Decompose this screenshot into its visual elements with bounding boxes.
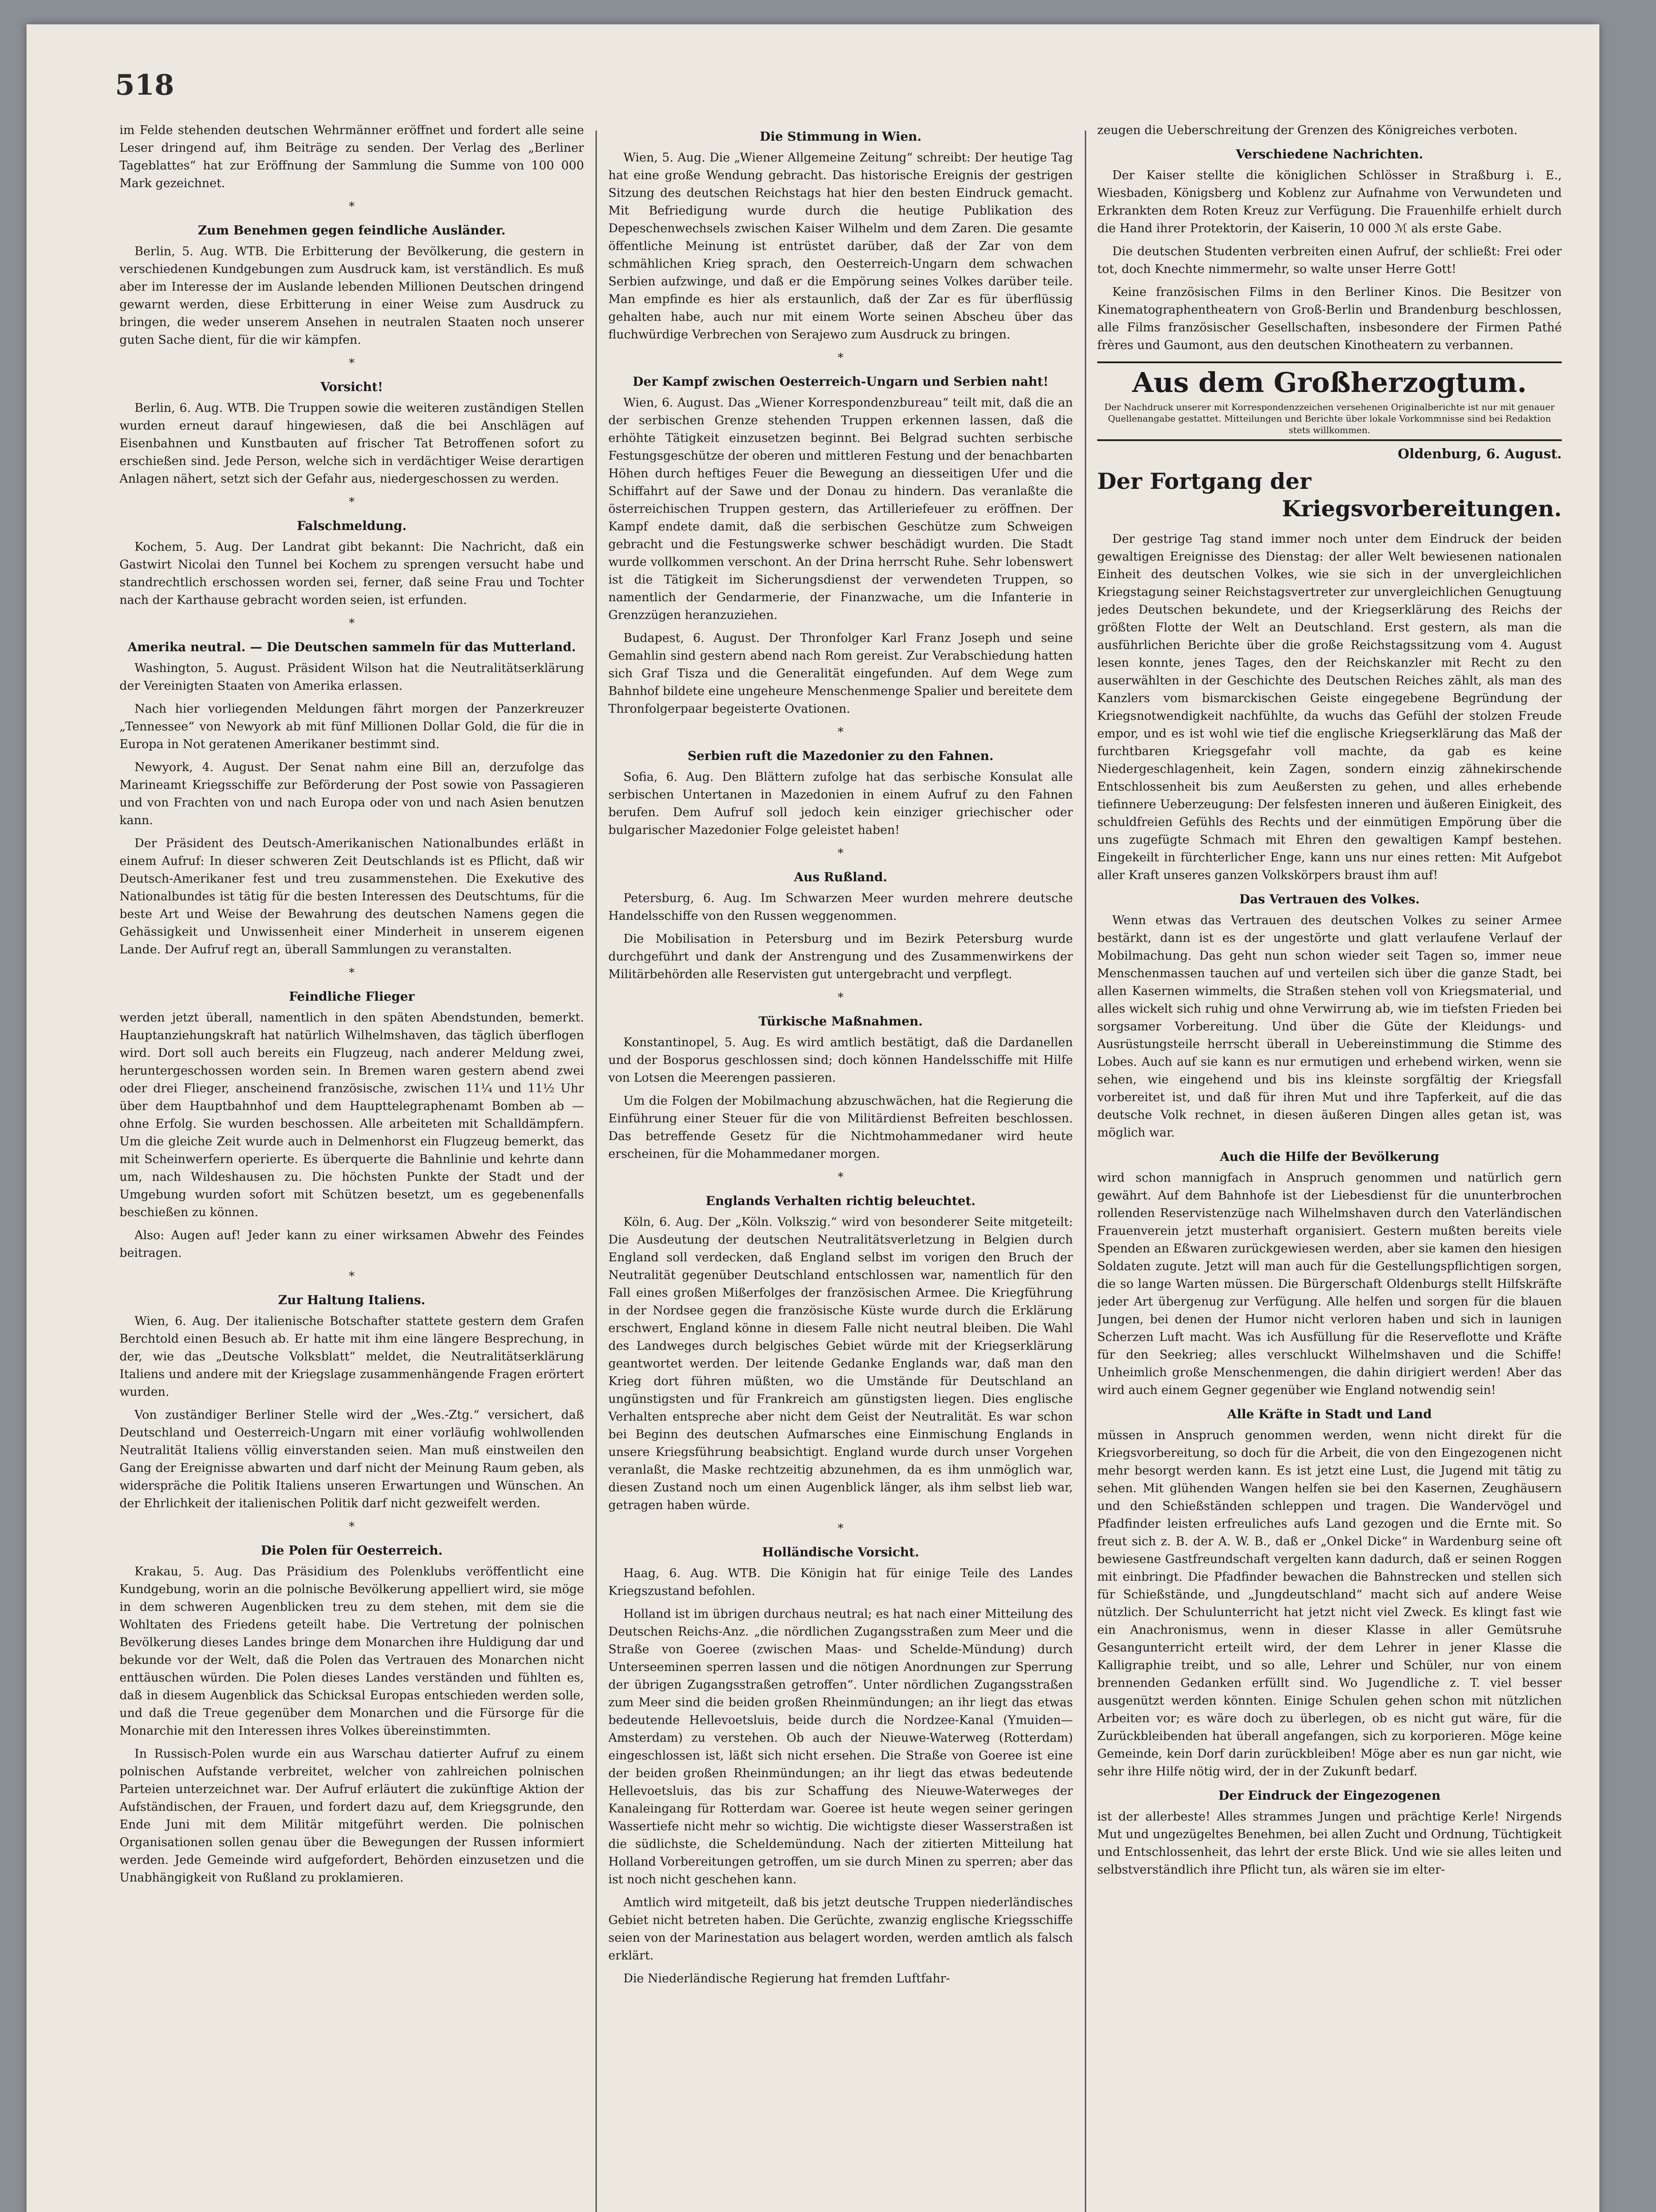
article-paragraph: Konstantinopel, 5. Aug. Es wird amtlich bestätigt, daß die Dardanellen und der Bosporus geschlossen sind; doch können Handelsschiffe mit Hilfe von Lotsen die Meerengen passieren.: [608, 1036, 1073, 1085]
article-paragraph: wird schon mannigfach in Anspruch genommen und natürlich gern gewährt. Auf dem Bahnhofe ist der Liebesdienst für die ununterbrochen rollenden Reservistenzüge nach Wilhelmshaven durch den Vaterländischen Frauenverein jetzt musterhaft organisiert. Gestern mußten bereits viele Spenden an Eßwaren zurückgewiesen werden, aber sie kamen den hiesigen Soldaten zugute. Jetzt will man auch für die Gestellungspflichtigen sorgen, die so lange Warten müssen. Die Bürgerschaft Oldenburgs stellt Hilfskräfte jeder Art übergenug zur Verfügung. Alle helfen und sorgen für die blauen Jungen, bei denen der Humor nicht verloren haben und sich in launigen Scherzen Luft macht. Was ich Ausfüllung für die Reserveflotte und Kräfte für den Seekrieg; alles verschluckt Wilhelmshaven und die Schiffe! Unheimlich große Menschenmengen, die dahin dirigiert werden! Aber das wird auch einem Gegner gegenüber wie England notwendig sein!: [1097, 1171, 1562, 1397]
lead-headline: [1097, 468, 1562, 522]
article-paragraph: Wenn etwas das Vertrauen des deutschen Volkes zu seiner Armee bestärkt, dann ist es der ungestörte und glatt verlaufene Verlauf der Mobilmachung. Das geht nun schon wieder seit Tagen so, immer neue Menschenmassen tauchen auf und verteilen sich über die ganze Stadt, bei allen Kasernen wimmelts, die Straßen stehen voll von Kriegsmaterial, und alles wickelt sich ruhig und ohne Verwirrung ab, wie im tiefsten Frieden bei sorgsamer Vorbereitung. Und über die Güte der Kleidungs- und Ausrüstungsteile herrscht überall in Uebereinstimmung die Stimme des Lobes. Auch auf sie kann es nur ermutigen und erhebend wirken, wenn sie sehen, wie eingehend und bis ins kleinste sorgfältig der Kriegsfall vorbereitet ist, und daß für ihren Mut und ihre Tapferkeit, auf die das deutsche Volk rechnet, in diesen äußeren Dingen alles getan ist, was möglich war.: [1097, 914, 1562, 1140]
separator-star: *: [838, 726, 844, 739]
separator-star: *: [349, 966, 355, 979]
article-heading: Alle Kräfte in Stadt und Land: [1227, 1407, 1432, 1421]
article-paragraph: Berlin, 5. Aug. WTB. Die Erbitterung der Bevölkerung, die gestern in verschiedenen Kundgebungen zum Ausdruck kam, ist verständlich. Es muß aber im Interesse der im Auslande lebenden Millionen Deutschen dringend gewarnt werden, diese Erbitterung in einer Weise zum Ausdruck zu bringen, die weder unserem Ansehen in neutralen Staaten noch unserer guten Sache dient, für die wir kämpfen.: [119, 245, 584, 347]
separator-star: *: [838, 1522, 844, 1535]
article-paragraph: müssen in Anspruch genommen werden, wenn nicht direkt für die Kriegsvorbereitung, so doch für die Arbeit, die von den Eingezogenen nicht mehr besorgt werden kann. Es ist jetzt eine Lust, die Jugend mit tätig zu sehen. Mit glühenden Wangen helfen sie bei den Kasernen, Zeughäusern und den Schießständen schleppen und tragen. Die Wandervögel und Pfadfinder leisten erfreuliches aufs Land gezogen und die Ernte mit. So freut sich z. B. der A. W. B., daß er „Onkel Dicke“ in Wardenburg seine oft bewiesene Gastfreundschaft vergelten kann dadurch, daß er seinen Roggen mit einbringt. Die Pfadfinder bewachen die Bahnstrecken und stellen sich für Schießstände, und „Jungdeutschland“ macht sich auf andere Weise nützlich. Der Schulunterricht hat jetzt nicht viel Zweck. Es klingt fast wie ein Anachronismus, wenn in dieser Klasse in aller Gemütsruhe Gesangunterricht erteilt wird, der dem Lehrer in jener Klasse die Kalligraphie treibt, und so alle, Lehrer und Schüler, nur von einem brennenden Gedanken erfüllt sind. Wo Jugendliche z. T. viel besser ausgenützt werden könnten. Einige Schulen gehen schon mit nützlichen Arbeiten vor; es wäre doch zu überlegen, ob es nicht gut wäre, für die Zurückbleibenden hat überall angefangen, sich zu korporieren. Möge keine Gemeinde, kein Dorf darin zurückbleiben! Möge aber es nun gar nicht, wie sehr ihre Hilfe nötig wird, der in der Zukunft bedarf.: [1097, 1429, 1562, 1778]
separator-star: *: [349, 357, 355, 370]
article-paragraph: Köln, 6. Aug. Der „Köln. Volkszig.“ wird von besonderer Seite mitgeteilt: Die Ausdeutung der deutschen Neutralitätsverletzung in Belgien durch England soll verdecken, daß England selbst im vorigen den Bruch der Neutralität gegenüber Deutschland entschlossen war, namentlich für den Fall eines großen Mißerfolges der französischen Armee. Die Kriegführung in der Nordsee gegen die französische Küste wurde durch die Erklärung erschwert, England könne in diesem Falle nicht neutral bleiben. Die Wahl des Landweges durch belgisches Gebiet würde mit der Kriegserklärung geantwortet werden. Der leitende Gedanke Englands war, daß man den Krieg dort führen müßten, wo die Umstände für Deutschland an ungünstigsten und für Frankreich am günstigsten liegen. Dies englische Verhalten entspreche aber nicht dem Geist der Neutralität. Es war schon bei Beginn des deutschen Aufmarsches eine Einmischung Englands in unsere Kriegsführung beabsichtigt. England wurde durch unser Vorgehen veranlaßt, die Maske rechtzeitig abzunehmen, da es ihm unmöglich war, diesen Zustand noch um einen Augenblick länger, als ihm selbst lieb war, getragen haben würde.: [608, 1215, 1073, 1512]
page-number: 518: [115, 69, 174, 102]
article-heading: Das Vertrauen des Volkes.: [1239, 892, 1420, 906]
article-paragraph: Haag, 6. Aug. WTB. Die Königin hat für einige Teile des Landes Kriegszustand befohlen.: [608, 1567, 1073, 1598]
article-heading: Aus Rußland.: [794, 870, 888, 884]
article-paragraph: Von zuständiger Berliner Stelle wird der „Wes.-Ztg.“ versichert, daß Deutschland und Oesterreich-Ungarn mit einer vorläufig wohlwollenden Neutralität Italiens völlig einverstanden seien. Man muß einstweilen den Gang der Ereignisse abwarten und darf nicht der Meinung Raum geben, als widerspräche die Politik Italiens unseren Erwartungen und Wünschen. An der Ehrlichkeit der italienischen Politik darf nicht gezweifelt werden.: [119, 1408, 584, 1510]
article-paragraph: Krakau, 5. Aug. Das Präsidium des Polenklubs veröffentlicht eine Kundgebung, worin an die polnische Bevölkerung appelliert wird, sie möge in dem schweren Augenblicken treu zu dem stehen, mit dem sie die Wohltaten des Friedens geteilt habe. Die Vertretung der polnischen Bevölkerung dieses Landes bringe dem Monarchen ihre Huldigung dar und bekunde vor der Welt, daß die Polen das Vertrauen des Monarchen nicht enttäuschen würden. Die Polen dieses Landes verständen und fühlten es, daß in diesem Augenblick das Schicksal Europas entschieden werden solle, und daß die Treue gegenüber dem Monarchen und die Fürsorge für die Monarchie mit den Interessen ihres Volkes übereinstimmten.: [119, 1565, 584, 1738]
article-paragraph: Petersburg, 6. Aug. Im Schwarzen Meer wurden mehrere deutsche Handelsschiffe von den Russen weggenommen.: [608, 891, 1073, 923]
article-paragraph: Berlin, 6. Aug. WTB. Die Truppen sowie die weiteren zuständigen Stellen wurden erneut darauf hingewiesen, daß die bei Anschlägen auf Eisenbahnen und Kunstbauten auf frischer Tat Betroffenen sofort zu erschießen sind. Jede Person, welche sich in verdächtiger Weise derartigen Anlagen nähert, setzt sich der Gefahr aus, niedergeschossen zu werden.: [119, 401, 584, 486]
article-heading: Verschiedene Nachrichten.: [1236, 147, 1423, 161]
article-heading: Der Kampf zwischen Oesterreich-Ungarn und Serbien naht!: [633, 374, 1049, 389]
article-paragraph: Budapest, 6. August. Der Thronfolger Karl Franz Joseph und seine Gemahlin sind gestern abend nach Rom gereist. Zur Verabschiedung hatten sich Graf Tisza und die Generalität eingefunden. Auf dem Wege zum Bahnhof bildete eine ungeheure Menschenmenge Spalier und bereitete dem Thronfolgerpaar begeisterte Ovationen.: [608, 631, 1073, 716]
dateline: Oldenburg, 6. August.: [1398, 446, 1562, 462]
section-title: Aus dem Großherzogtum.: [1132, 366, 1527, 399]
article-paragraph: Amtlich wird mitgeteilt, daß bis jetzt deutsche Truppen niederländisches Gebiet nicht betreten haben. Die Gerüchte, zwanzig englische Kriegsschiffe seien von der Marinestation aus belagert worden, werden amtlich als falsch erklärt.: [608, 1896, 1073, 1962]
separator-star: *: [349, 495, 355, 509]
article-paragraph: Der gestrige Tag stand immer noch unter dem Eindruck der beiden gewaltigen Ereignisse des Dienstag: der aller Welt bewiesenen nationalen Einheit des deutschen Volkes, wie sie sich in der unvergleichlichen Kriegstagung seiner Reichstagsvertreter zur unvergleichlichen Genugtuung jedes Deutschen bekundete, und der Kriegserklärung des Reichs der größten Flotte der Welt an Deutschland. Erst gestern, als man die ausführlichen Berichte über die große Reichstagssitzung vom 4. August lesen konnte, jenes Tages, den der Reichskanzler mit Recht zu den auserwählten in der Geschichte des Deutschen Reiches zählt, als man des Kanzlers vom bismarckischen Geiste eingegebene Begründung der Kriegsnotwendigkeit nachfühlte, da wuchs das Gefühl der stolzen Freude empor, und es ist wohl wie tief die englische Kriegserklärung das Maß der furchtbaren Kriegsgefahr voll machte, da gab es keine Niedergeschlagenheit, kein Zagen, sondern einzig zähnekirschende Entschlossenheit bis zum Aeußersten zu gehen, und alles erhebende tiefinnere Ueberzeugung: Der felsfesten inneren und äußeren Einigkeit, des schuldfreien Gefühls des Rechts und der einmütigen Empörung über die uns zugefügte Schmach mit Ehren den gewaltigen Kampf bestehen. Eingekeilt in fürchterlicher Enge, kann uns nur eines retten: Mit Aufgebot aller Kraft unseres ganzen Volkskörpers braust ihm auf!: [1097, 532, 1562, 882]
article-paragraph: Newyork, 4. August. Der Senat nahm eine Bill an, derzufolge das Marineamt Kriegsschiffe zur Beförderung der Post sowie von Passagieren und von Frachten von und nach Europa oder von und nach Asien benutzen kann.: [119, 760, 584, 827]
article-paragraph: im Felde stehenden deutschen Wehrmänner eröffnet und fordert alle seine Leser dringend auf, ihm Beiträge zu senden. Der Verlag des „Berliner Tageblattes“ hat zur Eröffnung der Sammlung die Summe von 100 000 Mark gezeichnet.: [119, 123, 584, 190]
article-paragraph: Die Mobilisation in Petersburg und im Bezirk Petersburg wurde durchgeführt und dank der Anstrengung und des Zusammenwirkens der Militärbehörden alle Reservisten gut untergebracht und verpflegt.: [608, 932, 1073, 981]
article-paragraph: Nach hier vorliegenden Meldungen fährt morgen der Panzerkreuzer „Tennessee“ von Newyork ab mit fünf Millionen Dollar Gold, die für die in Europa in Not geratenen Amerikaner bestimmt sind.: [119, 702, 584, 751]
article-paragraph: Wien, 6. Aug. Der italienische Botschafter stattete gestern dem Grafen Berchtold einen Besuch ab. Er hatte mit ihm eine längere Besprechung, in der, wie das „Deutsche Volksblatt“ meldet, die Neutralitätserklärung Italiens und andere mit der Kriegslage zusammenhängende Fragen erörtert wurden.: [119, 1314, 584, 1399]
column-3: [1097, 122, 1562, 2212]
column-divider: [1085, 131, 1086, 2212]
separator-star: *: [349, 617, 355, 630]
article-heading: Der Eindruck der Eingezogenen: [1218, 1788, 1441, 1803]
article-paragraph: Sofia, 6. Aug. Den Blättern zufolge hat das serbische Konsulat alle serbischen Untertanen in Mazedonien in einem Aufruf zu den Fahnen berufen. Dem Aufruf soll jedoch kein einziger griechischer oder bulgarischer Mazedonier Folge geleistet haben!: [608, 770, 1073, 837]
article-heading: Feindliche Flieger: [288, 989, 415, 1004]
column-2: [608, 122, 1073, 2212]
article-heading: Holländische Vorsicht.: [762, 1545, 919, 1559]
separator-star: *: [349, 1520, 355, 1533]
article-paragraph: Holland ist im übrigen durchaus neutral; es hat nach einer Mitteilung des Deutschen Reichs-Anz. „die nördlichen Zugangsstraßen zum Meer und die Straße von Goeree (zwischen Maas- und Schelde-Mündung) durch Unterseeminen sperren lassen und die nötigen Anordnungen zur Sperrung der übrigen Zugangsstraßen getroffen“. Unter nördlichen Zugangsstraßen zum Meer sind die beiden großen Rheinmündungen; an ihr liegt das etwas bedeutende Hellevoetsluis, beide durch die Nordzee-Kanal (Ymuiden—Amsterdam) zu verstehen. Ob auch der Nieuwe-Waterweg (Rotterdam) eingeschlossen ist, läßt sich nicht ersehen. Die Straße von Goeree ist eine der beiden großen Rheinmündungen; an ihr liegt das etwas bedeutende Hellevoetsluis, das bis zur Schaffung des Nieuwe-Waterweges der Kanaleingang für Rotterdam war. Goeree ist heute wegen seiner geringen Wassertiefe nicht mehr so wichtig. Die wichtigste dieser Wasserstraßen ist die südlichste, die Scheldemündung. Nach der zitierten Mitteilung hat Holland Vorbereitungen getroffen, um sie durch Minen zu sperren; aber das ist noch nicht geschehen kann.: [608, 1607, 1073, 1886]
article-paragraph: Die Niederländische Regierung hat fremden Luftfahr-: [623, 1972, 950, 1985]
article-heading: Englands Verhalten richtig beleuchtet.: [706, 1194, 976, 1208]
separator-star: *: [838, 847, 844, 860]
column-divider: [596, 131, 597, 2212]
article-paragraph: Wien, 5. Aug. Die „Wiener Allgemeine Zeitung“ schreibt: Der heutige Tag hat eine große Wendung gebracht. Das historische Ereignis der gestrigen Sitzung des deutschen Reichstags hat hier den besten Eindruck gemacht. Mit Befriedigung wurde durch die heutige Publikation des Depeschenwechsels zwischen Kaiser Wilhelm und dem Zaren. Die gesamte öffentliche Meinung ist entrüstet darüber, daß der Zar von dem schmählichen Krieg sprach, den Oesterreich-Ungarn dem schwachen Serbien aufzwinge, und daß er die Empörung seines Volkes darüber teile. Man empfinde es hier als erstaunlich, daß der Zar es für überflüssig gehalten habe, auch nur mit einem Worte seinen Abscheu über das fluchwürdige Verbrechen von Serajewo zum Ausdruck zu bringen.: [608, 151, 1073, 342]
separator-star: *: [838, 1171, 844, 1184]
article-paragraph: Keine französischen Films in den Berliner Kinos. Die Besitzer von Kinematographentheatern von Groß-Berlin und Brandenburg beschlossen, alle Films französischer Gesellschaften, insbesondere der Firmen Pathé frères und Gaumont, aus den deutschen Kinotheatern zu verbannen.: [1097, 285, 1562, 352]
separator-star: *: [349, 200, 355, 213]
article-paragraph: In Russisch-Polen wurde ein aus Warschau datierter Aufruf zu einem polnischen Aufstande verbreitet, welcher von zahlreichen polnischen Parteien unterzeichnet war. Der Aufruf erläutert die zukünftige Aktion der Aufständischen, der Frauen, und fordert dazu auf, dem Kriegsgrunde, den Ende Juni mit dem Militär mitgeführt werden. Die polnischen Organisationen sollen genau über die Bewegungen der Russen informiert werden. Jede Gemeinde wird aufgefordert, Behörden einzusetzen und die Unabhängigkeit von Rußland zu proklamieren.: [119, 1747, 584, 1885]
page-edge-mark: [62, 73, 71, 106]
separator-star: *: [838, 991, 844, 1004]
article-paragraph: werden jetzt überall, namentlich in den späten Abendstunden, bemerkt. Hauptanziehungskraft hat natürlich Wilhelmshaven, das täglich überflogen wird. Dort soll auch bereits ein Flugzeug, nach anderer Meldung zwei, heruntergeschossen worden sein. In Bremen waren gestern abend zwei oder drei Flieger, anscheinend französische, zwischen 11¼ und 11½ Uhr über dem Hauptbahnhof und dem Haupttelegraphenamt Bomben ab — ohne Erfolg. Sie wurden beschossen. Alle arbeiteten mit Schalldämpfern. Um die gleiche Zeit wurde auch in Delmenhorst ein Flugzeug bemerkt, das mit Scheinwerfern operierte. Es überquerte die Bahnlinie und kehrte dann um, nach Wildeshausen zu. Die höchsten Punkte der Stadt und der Umgebung wurden sofort mit Schützen besetzt, um es gegebenenfalls beschießen zu können.: [119, 1011, 584, 1219]
article-paragraph: Der Präsident des Deutsch-Amerikanischen Nationalbundes erläßt in einem Aufruf: In dieser schweren Zeit Deutschlands ist es Pflicht, daß wir Deutsch-Amerikaner fest und treu zusammenstehen. Die Exekutive des Nationalbundes ist tätig für die besten Interessen des Deutschtums, für die beste Art und Weise der Bewahrung des deutschen Namens gegen die Gehässigkeit und Unwissenheit einer Minderheit in unserem eigenen Lande. Der Aufruf regt an, überall Sammlungen zu veranstalten.: [119, 837, 584, 956]
column-1: [119, 122, 584, 2212]
lead-headline-line-2: Kriegsvorbereitungen.: [1282, 495, 1562, 522]
reprint-notice: Der Nachdruck unserer mit Korrespondenzzeichen versehenen Originalberichte ist nur mit genauer Quellenangabe gestattet. Mitteilungen und Berichte über lokale Vorkommnisse sind bei Redaktion stets willkommen.: [1104, 402, 1555, 435]
lead-headline-line-1: Der Fortgang der: [1097, 468, 1311, 494]
article-paragraph: Also: Augen auf! Jeder kann zu einer wirksamen Abwehr des Feindes beitragen.: [119, 1229, 584, 1260]
article-heading: Falschmeldung.: [297, 518, 407, 533]
article-paragraph: Kochem, 5. Aug. Der Landrat gibt bekannt: Die Nachricht, daß ein Gastwirt Nicolai den Tunnel bei Kochem zu sprengen versucht habe und standrechtlich erschossen worden sei, ferner, daß seine Frau und Tochter nach der Karthause gebracht worden seien, ist erfunden.: [119, 540, 584, 607]
separator-star: *: [349, 1270, 355, 1283]
article-paragraph: zeugen die Ueberschreitung der Grenzen des Königreiches verboten.: [1097, 123, 1518, 137]
article-heading: Amerika neutral. — Die Deutschen sammeln für das Mutterland.: [127, 640, 576, 654]
article-heading: Serbien ruft die Mazedonier zu den Fahnen.: [688, 749, 994, 763]
article-paragraph: ist der allerbeste! Alles strammes Jungen und prächtige Kerle! Nirgends Mut und ungezügeltes Benehmen, bei allen Zucht und Ordnung, Tüchtigkeit und Entschlossenheit, das lehrt der erste Blick. Und wie sie alles leiten und selbstverständlich ihre Pflicht tun, als wären sie im elter-: [1097, 1810, 1562, 1877]
separator-star: *: [838, 351, 844, 365]
article-paragraph: Um die Folgen der Mobilmachung abzuschwächen, hat die Regierung die Einführung einer Steuer für die von Militärdienst Befreiten beschlossen. Das betreffende Gesetz für die Nichtmohammedaner wird heute erscheinen, für die Mohammedaner morgen.: [608, 1094, 1073, 1161]
article-paragraph: Washington, 5. August. Präsident Wilson hat die Neutralitätserklärung der Vereinigten Staaten von Amerika erlassen.: [119, 661, 584, 693]
article-paragraph: Wien, 6. August. Das „Wiener Korrespondenzbureau“ teilt mit, daß die an der serbischen Grenze stehenden Truppen erkennen lassen, daß die erhöhte Tätigkeit einzusetzen beginnt. Bei Belgrad suchten serbische Festungsgeschütze der oberen und mittleren Festung und der benachbarten Höhen durch heftiges Feuer die Bewegung an diesseitigen Ufer und die Schiffahrt auf der Sawe und der Donau zu hindern. Das veranlaßte die österreichischen Truppen gestern, das Artilleriefeuer zu eröffnen. Der Kampf endete damit, daß die serbischen Geschütze zum Schweigen gebracht und die Festungswerke schwer beschädigt wurden. Die Stadt wurde vollkommen verschont. An der Drina herrscht Ruhe. Sehr lobenswert ist die Tätigkeit im Sicherungsdienst der verwendeten Truppen, so namentlich der Gendarmerie, der Finanzwache, um die Infanterie in Grenzzügen heranzuziehen.: [608, 396, 1073, 622]
article-heading: Zum Benehmen gegen feindliche Ausländer.: [198, 223, 506, 238]
article-paragraph: Die deutschen Studenten verbreiten einen Aufruf, der schließt: Frei oder tot, doch Knechte nimmermehr, so walte unser Herre Gott!: [1097, 245, 1562, 276]
article-heading: Die Polen für Oesterreich.: [261, 1543, 443, 1558]
newspaper-page: [27, 24, 1599, 2212]
article-heading: Auch die Hilfe der Bevölkerung: [1220, 1149, 1439, 1164]
article-heading: Zur Haltung Italiens.: [278, 1293, 426, 1307]
article-heading: Türkische Maßnahmen.: [758, 1014, 923, 1029]
article-heading: Vorsicht!: [320, 380, 383, 394]
article-heading: Die Stimmung in Wien.: [760, 129, 922, 144]
article-paragraph: Der Kaiser stellte die königlichen Schlösser in Straßburg i. E., Wiesbaden, Königsberg und Koblenz zur Aufnahme von Verwundeten und Erkrankten dem Roten Kreuz zur Verfügung. Die Frauenhilfe erhielt durch die Hand ihrer Protektorin, der Kaiserin, 10 000 ℳ als erste Gabe.: [1097, 169, 1562, 235]
section-banner: [1097, 361, 1562, 441]
